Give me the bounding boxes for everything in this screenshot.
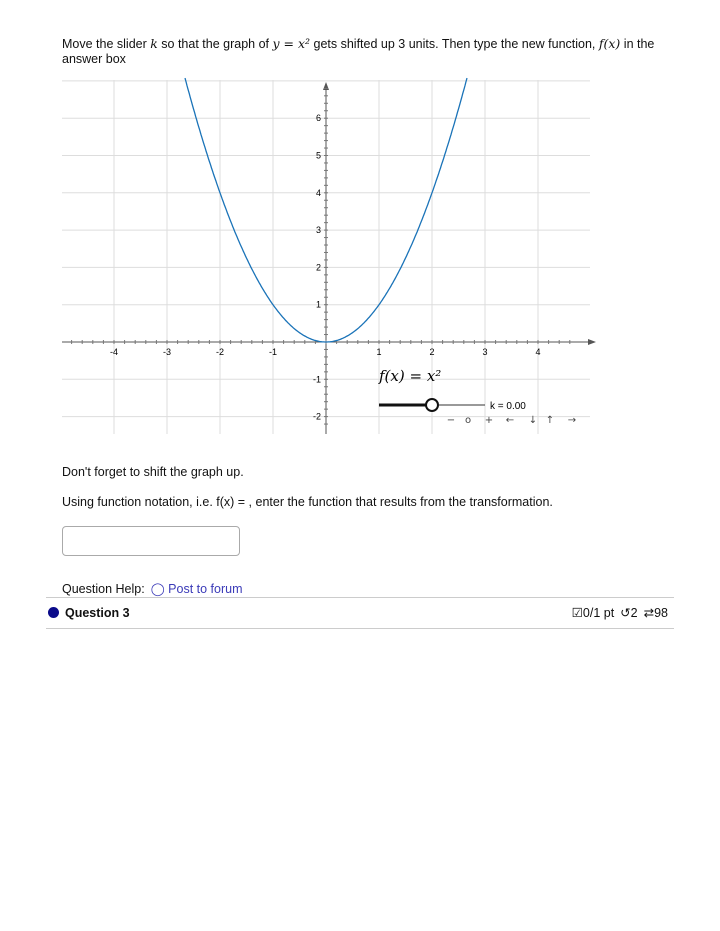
question-help [62, 581, 243, 596]
x-tick-label: -4 [109, 347, 119, 357]
x-tick-label: 4 [535, 347, 541, 357]
y-tick-label: 1 [315, 299, 321, 310]
status-dot-icon [48, 607, 59, 618]
slider-up-button[interactable]: ↑ [545, 415, 555, 426]
y-tick-label: 6 [315, 113, 321, 124]
y-tick-label: 5 [315, 150, 321, 161]
score-value: 0/1 pt [582, 606, 615, 620]
prompt-text: in the answer box [62, 37, 655, 66]
attempts-value: 98 [654, 606, 668, 620]
forum-label: Post to forum [168, 582, 243, 596]
retries [620, 605, 637, 620]
slider-right-button[interactable]: → [567, 415, 577, 426]
x-tick-label: -1 [268, 347, 278, 357]
x-tick-label: -2 [215, 347, 225, 357]
comment-icon: ◯ [150, 582, 165, 596]
question-title: Question 3 [65, 605, 130, 620]
retry-icon: ↺ [620, 606, 631, 620]
question-header[interactable] [48, 605, 668, 620]
divider [46, 597, 674, 598]
slider-left-button[interactable]: ← [505, 415, 515, 426]
y-tick-label: -1 [312, 374, 321, 385]
slider-reset-button[interactable]: o [464, 415, 472, 426]
slider-decrease-button[interactable]: − [446, 415, 456, 426]
slider-value-label: k = 0.00 [490, 401, 526, 412]
instruction-text: Using function notation, i.e. f(x) = , enter the function that results from the transformation. [62, 495, 553, 509]
hint-text: Don't forget to shift the graph up. [62, 465, 244, 479]
repeat-icon: ⇄ [643, 606, 655, 620]
function-label: f(x) = x² [379, 367, 442, 385]
answer-input[interactable] [62, 526, 240, 556]
prompt-fx: f(x) [598, 36, 621, 51]
prompt-k: k [150, 36, 158, 51]
y-tick-label: 4 [315, 187, 321, 198]
x-tick-label: 1 [376, 347, 382, 357]
help-label: Question Help: [62, 582, 145, 596]
prompt-equation: y = x² [272, 36, 311, 51]
x-axis-arrow-icon [588, 339, 596, 345]
attempts [644, 605, 668, 620]
slider-handle[interactable] [426, 399, 438, 411]
slider-down-button[interactable]: ↓ [528, 415, 538, 426]
prompt-text: Move the slider [62, 37, 151, 51]
prompt-text: gets shifted up 3 units. Then type the new function, [310, 37, 599, 51]
x-tick-label: -3 [162, 347, 172, 357]
x-tick-label: 2 [429, 347, 435, 357]
slider-increase-button[interactable]: + [484, 415, 494, 426]
y-tick-label: 2 [315, 262, 321, 273]
prompt-text: so that the graph of [157, 37, 273, 51]
divider [46, 628, 674, 629]
y-tick-label: 3 [315, 225, 321, 236]
x-tick-label: 3 [482, 347, 488, 357]
function-graph[interactable] [0, 0, 720, 460]
score [572, 605, 615, 620]
post-to-forum-link[interactable] [151, 582, 243, 596]
y-tick-label: -2 [312, 411, 321, 422]
checkbox-icon: ☑ [571, 606, 583, 620]
retries-value: 2 [630, 606, 638, 620]
